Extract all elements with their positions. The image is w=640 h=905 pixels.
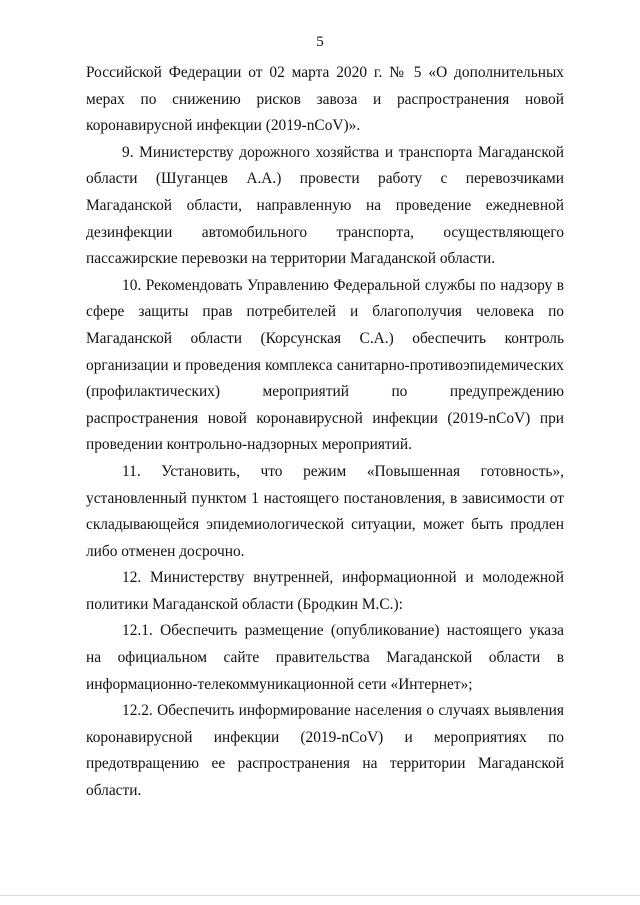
document-body (86, 60, 564, 805)
paragraph-item-10: 10. Рекомендовать Управлению Федеральной службы по надзору в сфере защиты прав потребителей и благополучия человека по Магаданской области (Корсунская С.А.) обеспечить контроль организации и проведения комплекса санитарно-противоэпидемических (профилактических) мероприятий по предупреждению распространения новой коронавирусной инфекции (2019-nCoV) при проведении контрольно-надзорных мероприятий. (86, 276, 564, 454)
paragraph-item-12-1: 12.1. Обеспечить размещение (опубликование) настоящего указа на официальном сайте правительства Магаданской области в информационно-телекоммуникационной сети «Интернет»; (86, 622, 564, 693)
paragraph-continuation: Российской Федерации от 02 марта 2020 г. № 5 «О дополнительных мерах по снижению рисков завоза и распространения новой коронавирусной инфекции (2019-nCoV)». (86, 64, 564, 135)
page-number: 5 (316, 34, 324, 50)
paragraph-item-12: 12. Министерству внутренней, информационной и молодежной политики Магаданской области (Бродкин М.С.): (86, 569, 564, 613)
paragraph-item-11: 11. Установить, что режим «Повышенная готовность», установленный пунктом 1 настоящего постановления, в зависимости от складывающейся эпидемиологической ситуации, может быть продлен либо отменен досрочно. (86, 462, 564, 560)
paragraph-item-9: 9. Министерству дорожного хозяйства и транспорта Магаданской области (Шуганцев А.А.) провести работу с перевозчиками Магаданской области, направленную на проведение ежедневной дезинфекции автомобильного транспорта, осуществляющего пассажирские перевозки на территории Магаданской области. (86, 143, 564, 268)
page-bottom-edge (0, 895, 640, 896)
paragraph-item-12-2: 12.2. Обеспечить информирование населения о случаях выявления коронавирусной инфекции (2019-nCoV) и мероприятиях по предотвращению ее распространения на территории Магаданской области. (86, 702, 564, 800)
